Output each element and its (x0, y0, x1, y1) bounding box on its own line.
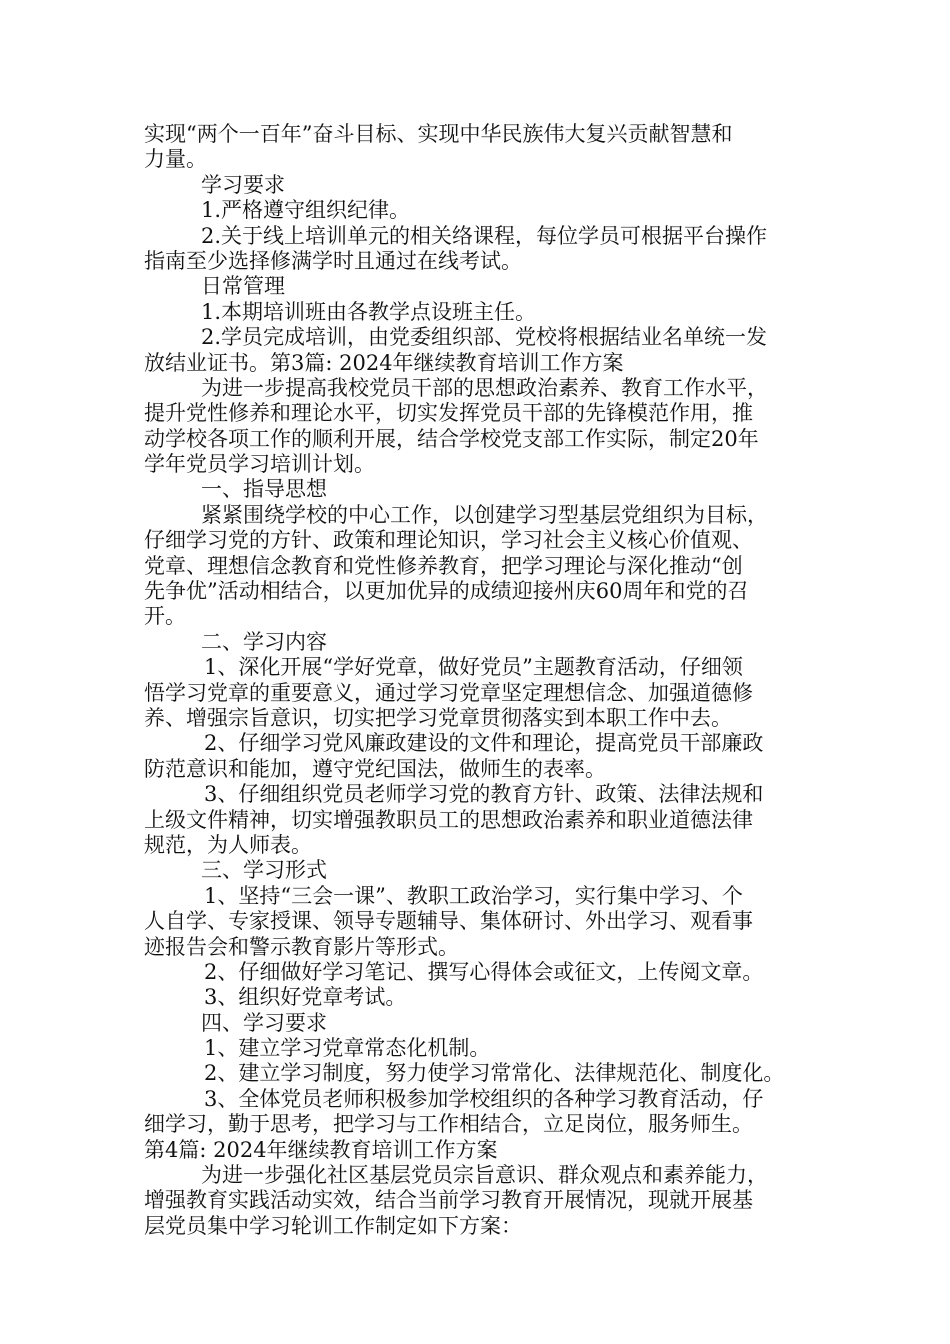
text-line: 实现“两个一百年”奋斗目标、实现中华民族伟大复兴贡献智慧和 (144, 122, 733, 146)
text-line: 动学校各项工作的顺利开展，结合学校党支部工作实际，制定20年 (144, 426, 759, 451)
text-line: 1.严格遵守组织纪律。 (201, 198, 411, 223)
text-line: 1、建立学习党章常态化机制。 (204, 1036, 491, 1061)
section-heading: 四、学习要求 (201, 1010, 327, 1035)
text-line: 第4篇: 2024年继续教育培训工作方案 (144, 1137, 498, 1162)
text-line: 提升党性修养和理论水平，切实发挥党员干部的先锋模范作用，推 (144, 401, 753, 426)
section-heading: 学习要求 (201, 172, 285, 197)
text-line: 2、仔细做好学习笔记、撰写心得体会或征文，上传阅文章。 (204, 959, 764, 984)
text-line: 上级文件精神，切实增强教职员工的思想政治素养和职业道德法律 (144, 807, 753, 832)
text-line: 细学习，勤于思考，把学习与工作相结合，立足岗位，服务师生。 (144, 1112, 753, 1137)
text-line: 层党员集中学习轮训工作制定如下方案： (144, 1213, 522, 1238)
text-line: 指南至少选择修满学时且通过在线考试。 (144, 248, 522, 273)
text-line: 1.本期培训班由各教学点设班主任。 (201, 299, 537, 324)
text-line: 1、深化开展“学好党章，做好党员”主题教育活动，仔细领 (204, 655, 743, 680)
text-line: 为进一步提高我校党员干部的思想政治素养、教育工作水平， (201, 375, 768, 400)
text-line: 悟学习党章的重要意义，通过学习党章坚定理想信念、加强道德修 (144, 680, 753, 705)
text-line: 2、仔细学习党风廉政建设的文件和理论，提高党员干部廉政 (204, 731, 764, 756)
section-heading: 二、学习内容 (201, 629, 327, 654)
text-line: 紧紧围绕学校的中心工作，以创建学习型基层党组织为目标， (201, 502, 768, 527)
text-line: 养、增强宗旨意识，切实把学习党章贯彻落实到本职工作中去。 (144, 705, 732, 730)
text-line: 2.学员完成培训，由党委组织部、党校将根据结业名单统一发 (201, 325, 768, 350)
text-line: 3、仔细组织党员老师学习党的教育方针、政策、法律法规和 (204, 782, 764, 807)
text-line: 2.关于线上培训单元的相关络课程，每位学员可根据平台操作 (201, 223, 768, 248)
text-line: 开。 (144, 604, 186, 629)
text-line: 力量。 (144, 147, 207, 172)
text-line: 增强教育实践活动实效，结合当前学习教育开展情况，现就开展基 (144, 1188, 753, 1213)
text-line: 3、组织好党章考试。 (204, 985, 407, 1010)
text-line: 防范意识和能加，遵守党纪国法，做师生的表率。 (144, 756, 606, 781)
text-line: 仔细学习党的方针、政策和理论知识，学习社会主义核心价值观、 (144, 528, 753, 553)
text-line: 2、建立学习制度，努力使学习常常化、法律规范化、制度化。 (204, 1061, 785, 1086)
section-heading: 一、指导思想 (201, 477, 327, 502)
text-line: 放结业证书。第3篇: 2024年继续教育培训工作方案 (144, 350, 624, 375)
text-line: 1、坚持“三会一课”、教职工政治学习，实行集中学习、个 (204, 883, 743, 908)
text-line: 党章、理想信念教育和党性修养教育，把学习理论与深化推动“创 (144, 553, 743, 578)
section-heading: 三、学习形式 (201, 858, 327, 883)
text-line: 迹报告会和警示教育影片等形式。 (144, 934, 459, 959)
document-body (144, 122, 812, 1239)
text-line: 人自学、专家授课、领导专题辅导、集体研讨、外出学习、观看事 (144, 909, 753, 934)
text-line: 为进一步强化社区基层党员宗旨意识、群众观点和素养能力， (201, 1163, 768, 1188)
text-line: 学年党员学习培训计划。 (144, 452, 375, 477)
text-line: 3、全体党员老师积极参加学校组织的各种学习教育活动，仔 (204, 1086, 764, 1111)
text-line: 先争优”活动相结合，以更加优异的成绩迎接州庆60周年和党的召 (144, 579, 749, 604)
text-line: 规范，为人师表。 (144, 832, 312, 857)
section-heading: 日常管理 (201, 274, 285, 299)
